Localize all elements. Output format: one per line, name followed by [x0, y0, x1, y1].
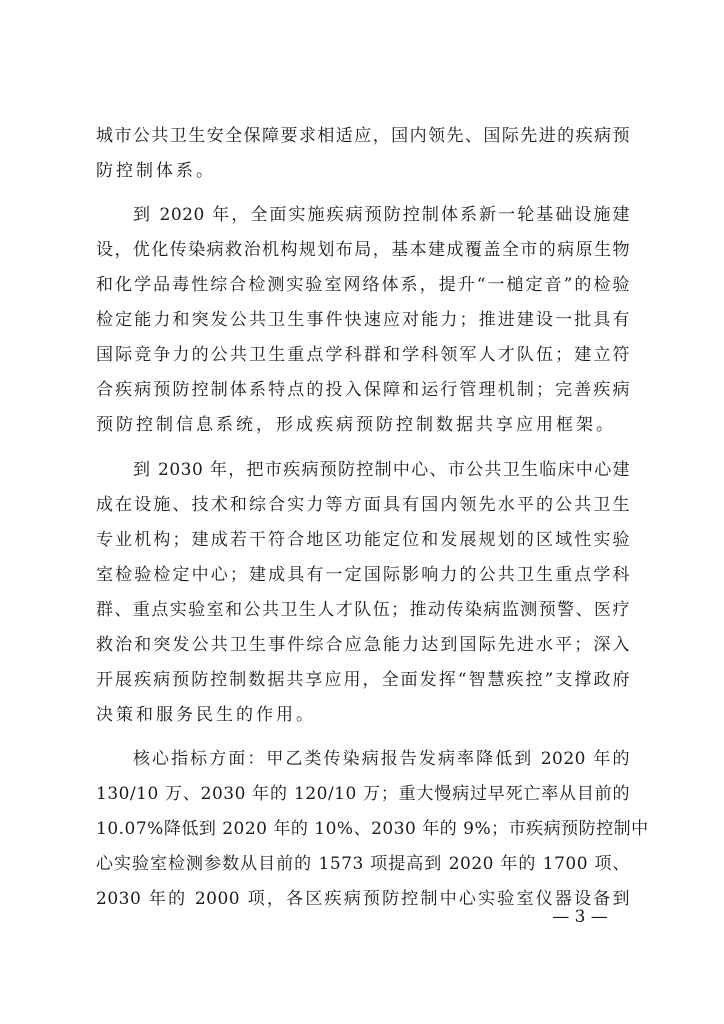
body-line: 开展疾病预防控制数据共享应用，全面发挥“智慧疾控”支撑政府 — [96, 670, 630, 690]
body-line: 心实验室检测参数从目前的 1573 项提高到 2020 年的 1700 项、 — [96, 854, 630, 874]
body-line: 防控制体系。 — [96, 161, 216, 181]
body-line: 检定能力和突发公共卫生事件快速应对能力；推进建设一批具有 — [96, 310, 630, 330]
body-line: 合疾病预防控制体系特点的投入保障和运行管理机制；完善疾病 — [96, 380, 630, 400]
body-line: 设，优化传染病救治机构规划布局，基本建成覆盖全市的病原生物 — [96, 240, 630, 260]
body-line: 室检验检定中心；建成具有一定国际影响力的公共卫生重点学科 — [96, 565, 630, 585]
body-line: 2030 年的 2000 项，各区疾病预防控制中心实验室仪器设备到 — [96, 889, 630, 909]
body-line: 救治和突发公共卫生事件综合应急能力达到国际先进水平；深入 — [96, 635, 630, 655]
page-number: — 3 — — [552, 907, 608, 927]
paragraph-first-line: 到 2020 年，全面实施疾病预防控制体系新一轮基础设施建 — [133, 205, 630, 225]
body-line: 预防控制信息系统，形成疾病预防控制数据共享应用框架。 — [96, 415, 616, 435]
body-line: 和化学品毒性综合检测实验室网络体系，提升“一槌定音”的检验 — [96, 275, 630, 295]
paragraph-first-line: 到 2030 年，把市疾病预防控制中心、市公共卫生临床中心建 — [133, 460, 630, 480]
body-line: 群、重点实验室和公共卫生人才队伍；推动传染病监测预警、医疗 — [96, 600, 630, 620]
body-line: 130/10 万、2030 年的 120/10 万；重大慢病过早死亡率从目前的 — [96, 784, 630, 804]
body-line: 成在设施、技术和综合实力等方面具有国内领先水平的公共卫生 — [96, 495, 630, 515]
body-line: 城市公共卫生安全保障要求相适应，国内领先、国际先进的疾病预 — [96, 126, 630, 146]
body-line: 国际竞争力的公共卫生重点学科群和学科领军人才队伍；建立符 — [96, 345, 630, 365]
body-line: 决策和服务民生的作用。 — [96, 705, 316, 725]
body-line: 10.07%降低到 2020 年的 10%、2030 年的 9%；市疾病预防控制中 — [96, 819, 649, 839]
body-line: 专业机构；建成若干符合地区功能定位和发展规划的区域性实验 — [96, 530, 630, 550]
paragraph-first-line: 核心指标方面：甲乙类传染病报告发病率降低到 2020 年的 — [133, 749, 630, 769]
